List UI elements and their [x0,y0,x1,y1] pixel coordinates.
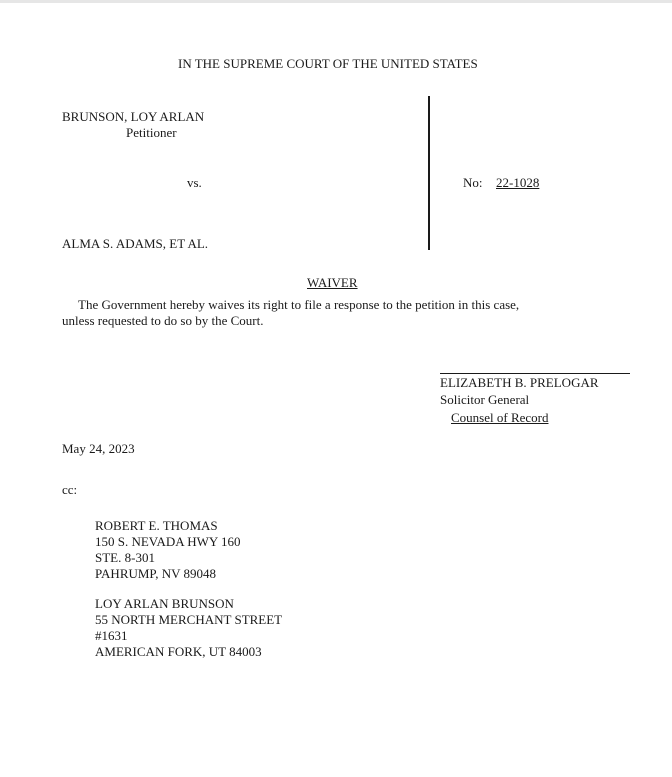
cc-address-line: #1631 [95,628,128,643]
petitioner-role: Petitioner [126,125,177,140]
signer-name: ELIZABETH B. PRELOGAR [440,375,599,390]
cc-address-line: PAHRUMP, NV 89048 [95,566,217,581]
waiver-title: WAIVER [307,275,358,290]
docket-label: No: [463,175,483,190]
cc-address-line: LOY ARLAN BRUNSON [95,596,234,611]
docket-number: 22-1028 [496,175,540,190]
cc-address-line: 55 NORTH MERCHANT STREET [95,612,283,627]
cc-address-line: STE. 8-301 [95,550,155,565]
caption-divider [428,96,430,250]
cc-address-line: 150 S. NEVADA HWY 160 [95,534,241,549]
petitioner-name: BRUNSON, LOY ARLAN [62,109,205,124]
signer-role: Counsel of Record [451,410,549,425]
filing-date: May 24, 2023 [62,441,135,456]
cc-address-line: ROBERT E. THOMAS [95,518,218,533]
signer-title: Solicitor General [440,392,530,407]
court-heading: IN THE SUPREME COURT OF THE UNITED STATES [178,56,478,71]
page-top-edge [0,0,672,3]
waiver-text-line2: unless requested to do so by the Court. [62,313,264,328]
cc-label: cc: [62,482,78,497]
signature-line [440,373,630,374]
cc-address-line: AMERICAN FORK, UT 84003 [95,644,262,659]
versus-label: vs. [187,175,202,190]
waiver-text-line1: The Government hereby waives its right to file a response to the petition in this case, [78,297,520,312]
respondent-name: ALMA S. ADAMS, ET AL. [62,236,209,251]
